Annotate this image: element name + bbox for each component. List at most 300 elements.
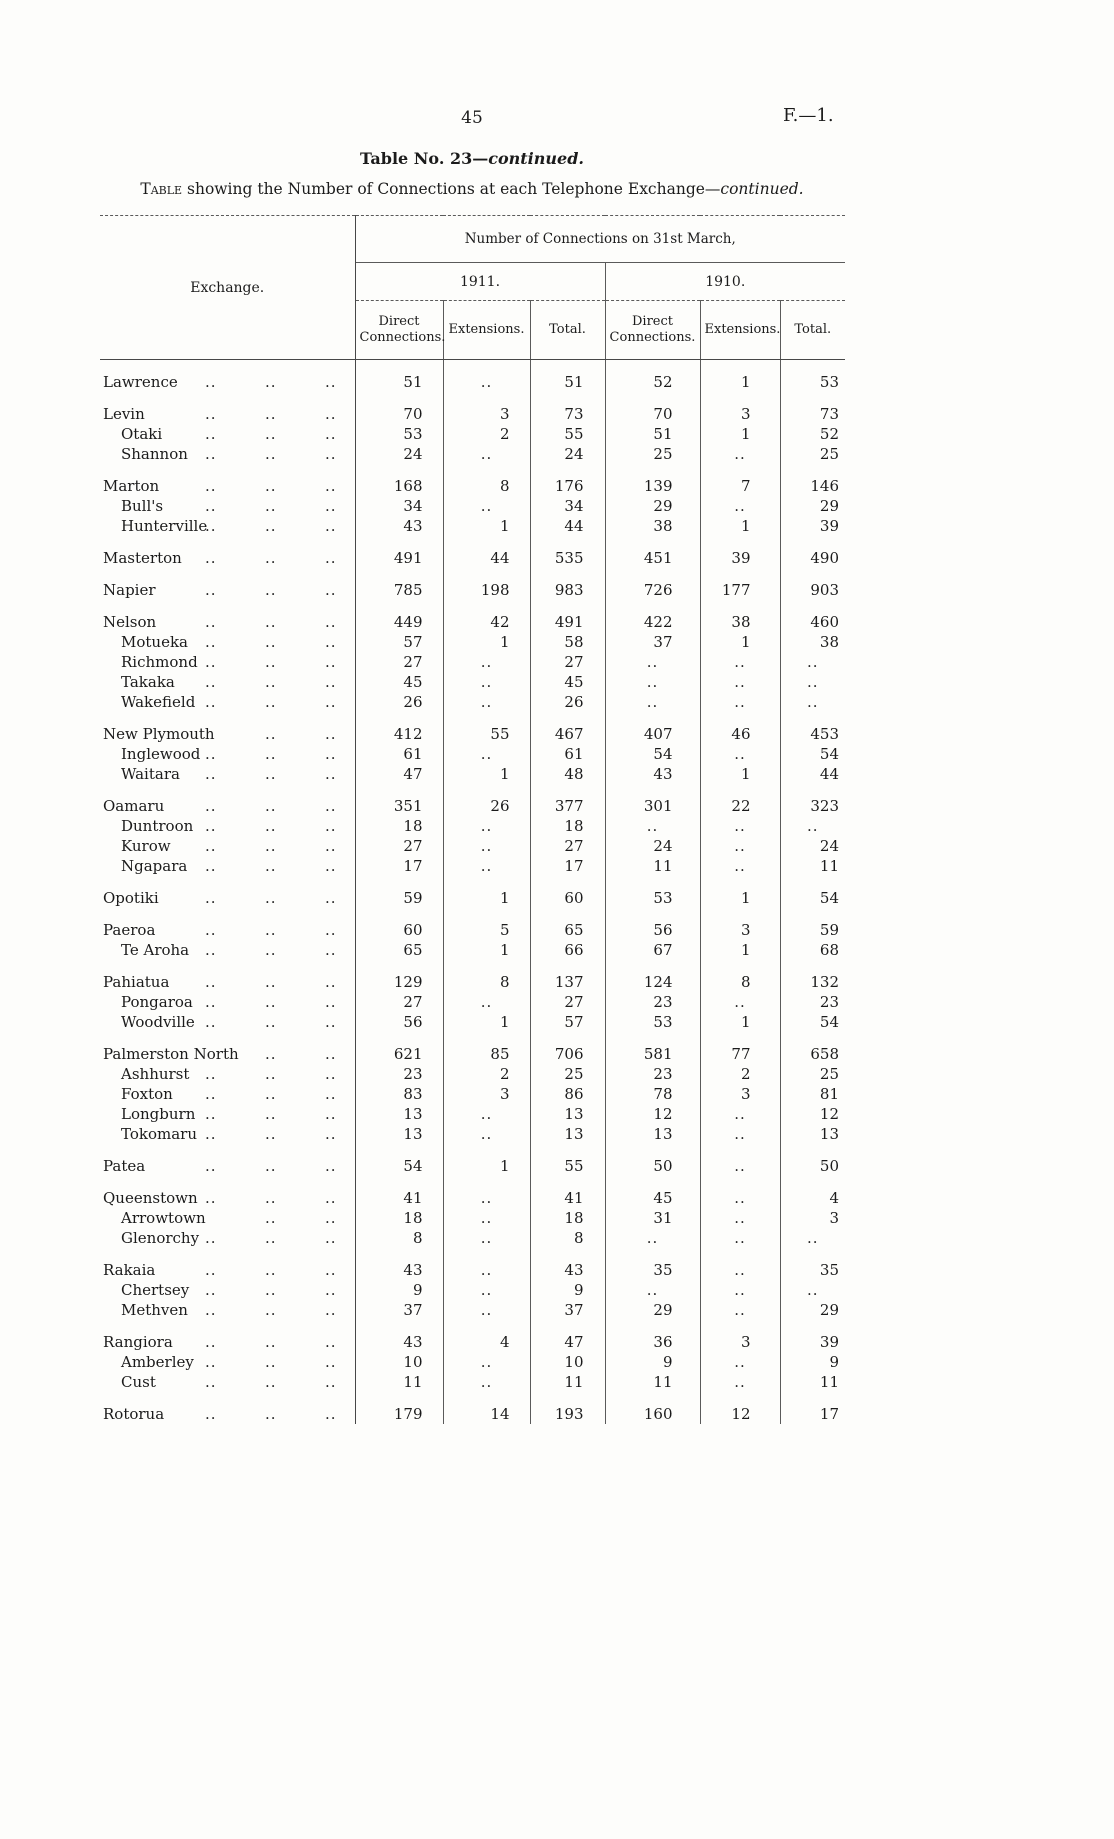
spacer-cell bbox=[605, 908, 700, 920]
value-cell-empty: .. bbox=[443, 672, 530, 692]
exchange-name-cell bbox=[100, 1064, 355, 1084]
column-header-total-1910: Total. bbox=[780, 301, 845, 360]
leader-dots: .. bbox=[205, 445, 217, 463]
exchange-name: Rangiora bbox=[103, 1333, 173, 1351]
leader-dots: .. bbox=[205, 889, 217, 907]
spacer-cell bbox=[100, 600, 355, 612]
subtitle-continued: continued. bbox=[720, 180, 804, 198]
leader-dots: .. bbox=[325, 797, 337, 815]
spacer-cell bbox=[100, 568, 355, 580]
spacer-cell bbox=[530, 712, 605, 724]
value-cell: 53 bbox=[819, 373, 839, 391]
value-cell: 68 bbox=[819, 941, 839, 959]
value-cell: 1 bbox=[700, 372, 780, 392]
value-cell: 10 bbox=[530, 1352, 605, 1372]
value-cell: 13 bbox=[530, 1124, 605, 1144]
leader-dots: .. bbox=[325, 817, 337, 835]
leader-dots: .. bbox=[205, 653, 217, 671]
leader-dots: .. bbox=[265, 725, 277, 743]
spacer-cell bbox=[100, 876, 355, 888]
value-cell: 44 bbox=[530, 516, 605, 536]
value-cell: 41 bbox=[355, 1188, 443, 1208]
value-cell-empty: .. bbox=[700, 816, 780, 836]
spacer-cell bbox=[605, 600, 700, 612]
leader-dots: .. bbox=[325, 1333, 337, 1351]
exchange-name-cell bbox=[100, 1104, 355, 1124]
value-cell: 407 bbox=[605, 724, 700, 744]
leader-dots: .. bbox=[205, 613, 217, 631]
spacer-cell bbox=[605, 568, 700, 580]
value-cell: 13 bbox=[355, 1124, 443, 1144]
value-cell: 26 bbox=[355, 692, 443, 712]
exchange-name: Bull's bbox=[121, 497, 164, 515]
spacer-cell bbox=[700, 600, 780, 612]
leader-dots: .. bbox=[325, 497, 337, 515]
value-cell: 73 bbox=[819, 405, 839, 423]
value-cell: 5 bbox=[443, 920, 530, 940]
value-cell: 18 bbox=[530, 1208, 605, 1228]
value-cell: 177 bbox=[700, 580, 780, 600]
exchange-name-cell bbox=[100, 372, 355, 392]
value-cell-empty: .. bbox=[605, 692, 700, 712]
leader-dots: .. bbox=[205, 1229, 217, 1247]
value-cell: 9 bbox=[605, 1352, 700, 1372]
spacer-cell bbox=[355, 600, 443, 612]
spacer-cell bbox=[100, 536, 355, 548]
leader-dots: .. bbox=[205, 1105, 217, 1123]
value-cell: 1 bbox=[443, 516, 530, 536]
spacer-cell bbox=[700, 712, 780, 724]
value-cell: 53 bbox=[355, 424, 443, 444]
value-cell: 449 bbox=[355, 612, 443, 632]
leader-dots: .. bbox=[205, 1085, 217, 1103]
exchange-name-cell bbox=[100, 724, 355, 744]
exchange-name-cell bbox=[100, 496, 355, 516]
exchange-name: Foxton bbox=[121, 1085, 173, 1103]
value-cell: 67 bbox=[605, 940, 700, 960]
exchange-name: Shannon bbox=[121, 445, 188, 463]
value-cell-empty: .. bbox=[806, 653, 819, 671]
leader-dots: .. bbox=[265, 477, 277, 495]
exchange-name-cell bbox=[100, 1300, 355, 1320]
spacer-cell bbox=[443, 1176, 530, 1188]
leader-dots: .. bbox=[325, 941, 337, 959]
spacer-cell bbox=[605, 1320, 700, 1332]
value-cell: 41 bbox=[530, 1188, 605, 1208]
exchange-name: Opotiki bbox=[103, 889, 159, 907]
value-cell: 27 bbox=[355, 836, 443, 856]
value-cell: 13 bbox=[819, 1125, 839, 1143]
leader-dots: .. bbox=[205, 1125, 217, 1143]
value-cell: 45 bbox=[530, 672, 605, 692]
value-cell: 43 bbox=[530, 1260, 605, 1280]
value-cell: 3 bbox=[700, 920, 780, 940]
spacer-cell bbox=[443, 536, 530, 548]
group-spacer-row bbox=[100, 1032, 845, 1044]
exchange-name-cell bbox=[100, 424, 355, 444]
spacer-cell bbox=[530, 536, 605, 548]
value-cell-empty: .. bbox=[443, 1228, 530, 1248]
spacer-cell bbox=[100, 960, 355, 972]
leader-dots: .. bbox=[325, 1405, 337, 1423]
value-cell: 43 bbox=[605, 764, 700, 784]
spacer-cell bbox=[700, 876, 780, 888]
table-row bbox=[100, 1188, 845, 1208]
value-cell: 78 bbox=[605, 1084, 700, 1104]
group-spacer-row bbox=[100, 600, 845, 612]
spacer-cell bbox=[780, 876, 845, 888]
leader-dots: .. bbox=[325, 653, 337, 671]
table-row bbox=[100, 476, 845, 496]
spacer-cell bbox=[100, 712, 355, 724]
value-cell: 11 bbox=[355, 1372, 443, 1392]
spacer-cell bbox=[780, 960, 845, 972]
value-cell: 9 bbox=[355, 1280, 443, 1300]
spacer-cell bbox=[100, 784, 355, 796]
exchange-name-cell bbox=[100, 744, 355, 764]
value-cell: 351 bbox=[355, 796, 443, 816]
value-cell: 38 bbox=[700, 612, 780, 632]
exchange-name: Inglewood bbox=[121, 745, 201, 763]
value-cell: 27 bbox=[355, 992, 443, 1012]
table-row bbox=[100, 548, 845, 568]
value-cell-empty: .. bbox=[806, 693, 819, 711]
spacer-cell bbox=[780, 712, 845, 724]
spacer-cell bbox=[605, 536, 700, 548]
table-header bbox=[100, 216, 845, 360]
spacer-cell bbox=[355, 1248, 443, 1260]
leader-dots: .. bbox=[205, 581, 217, 599]
table-row bbox=[100, 992, 845, 1012]
leader-dots: .. bbox=[265, 921, 277, 939]
value-cell: 53 bbox=[605, 888, 700, 908]
spacer-cell bbox=[100, 464, 355, 476]
spacer-cell bbox=[700, 784, 780, 796]
value-cell-empty: .. bbox=[605, 816, 700, 836]
spacer-cell bbox=[443, 960, 530, 972]
table-row bbox=[100, 580, 845, 600]
spacer-cell bbox=[530, 1144, 605, 1156]
leader-dots: .. bbox=[325, 693, 337, 711]
value-cell-empty: .. bbox=[700, 744, 780, 764]
value-cell: 39 bbox=[819, 1333, 839, 1351]
spacer-cell bbox=[530, 1032, 605, 1044]
exchange-name-cell bbox=[100, 972, 355, 992]
value-cell: 60 bbox=[530, 888, 605, 908]
value-cell: 2 bbox=[443, 1064, 530, 1084]
leader-dots: .. bbox=[265, 1189, 277, 1207]
leader-dots: .. bbox=[265, 1045, 277, 1063]
value-cell: 45 bbox=[355, 672, 443, 692]
value-cell: 983 bbox=[530, 580, 605, 600]
value-cell: 490 bbox=[810, 549, 839, 567]
value-cell: 7 bbox=[700, 476, 780, 496]
spacer-cell bbox=[605, 1248, 700, 1260]
value-cell: 23 bbox=[819, 993, 839, 1011]
leader-dots: .. bbox=[205, 693, 217, 711]
spacer-cell bbox=[700, 1144, 780, 1156]
value-cell: 27 bbox=[530, 652, 605, 672]
value-cell: 137 bbox=[530, 972, 605, 992]
value-cell-empty: .. bbox=[443, 1260, 530, 1280]
leader-dots: .. bbox=[265, 1125, 277, 1143]
leader-dots: .. bbox=[205, 673, 217, 691]
leader-dots: .. bbox=[205, 1373, 217, 1391]
value-cell: 57 bbox=[530, 1012, 605, 1032]
table-row bbox=[100, 1352, 845, 1372]
spacer-cell bbox=[605, 1144, 700, 1156]
exchange-name-cell bbox=[100, 816, 355, 836]
table-row bbox=[100, 1228, 845, 1248]
spacer-cell bbox=[530, 360, 605, 373]
leader-dots: .. bbox=[325, 857, 337, 875]
value-cell: 412 bbox=[355, 724, 443, 744]
spacer-cell bbox=[355, 876, 443, 888]
value-cell: 4 bbox=[443, 1332, 530, 1352]
leader-dots: .. bbox=[205, 497, 217, 515]
leader-dots: .. bbox=[325, 1065, 337, 1083]
value-cell: 1 bbox=[700, 940, 780, 960]
leader-dots: .. bbox=[205, 1301, 217, 1319]
group-spacer-row bbox=[100, 1392, 845, 1404]
value-cell-empty: .. bbox=[700, 1124, 780, 1144]
table-row bbox=[100, 632, 845, 652]
value-cell-empty: .. bbox=[443, 1208, 530, 1228]
value-cell: 8 bbox=[355, 1228, 443, 1248]
spacer-cell bbox=[530, 600, 605, 612]
value-cell: 13 bbox=[605, 1124, 700, 1144]
exchange-name: Tokomaru bbox=[121, 1125, 197, 1143]
exchange-name-cell bbox=[100, 580, 355, 600]
group-spacer-row bbox=[100, 536, 845, 548]
exchange-name-cell bbox=[100, 888, 355, 908]
column-header-connections: Number of Connections on 31st March, bbox=[355, 216, 845, 263]
value-cell-empty: .. bbox=[443, 1104, 530, 1124]
table-row bbox=[100, 1372, 845, 1392]
value-cell: 22 bbox=[700, 796, 780, 816]
value-cell: 491 bbox=[355, 548, 443, 568]
leader-dots: .. bbox=[265, 941, 277, 959]
leader-dots: .. bbox=[265, 745, 277, 763]
value-cell: 1 bbox=[700, 424, 780, 444]
value-cell-empty: .. bbox=[443, 816, 530, 836]
leader-dots: .. bbox=[205, 765, 217, 783]
spacer-cell bbox=[605, 360, 700, 373]
value-cell: 3 bbox=[443, 1084, 530, 1104]
exchange-name: Ngapara bbox=[121, 857, 188, 875]
column-header-exchange: Exchange. bbox=[100, 216, 355, 360]
leader-dots: .. bbox=[265, 405, 277, 423]
leader-dots: .. bbox=[325, 1261, 337, 1279]
value-cell-empty: .. bbox=[443, 856, 530, 876]
value-cell: 52 bbox=[819, 425, 839, 443]
leader-dots: .. bbox=[265, 1105, 277, 1123]
value-cell-empty: .. bbox=[443, 992, 530, 1012]
exchange-name-cell bbox=[100, 612, 355, 632]
leader-dots: .. bbox=[265, 1065, 277, 1083]
value-cell: 56 bbox=[605, 920, 700, 940]
value-cell: 193 bbox=[530, 1404, 605, 1424]
spacer-cell bbox=[530, 1176, 605, 1188]
leader-dots: .. bbox=[265, 1353, 277, 1371]
table-row bbox=[100, 444, 845, 464]
value-cell-empty: .. bbox=[700, 672, 780, 692]
leader-dots: .. bbox=[205, 549, 217, 567]
spacer-cell bbox=[530, 876, 605, 888]
value-cell: 61 bbox=[355, 744, 443, 764]
value-cell: 11 bbox=[819, 857, 839, 875]
value-cell: 4 bbox=[829, 1189, 839, 1207]
value-cell: 621 bbox=[355, 1044, 443, 1064]
leader-dots: .. bbox=[205, 797, 217, 815]
value-cell: 168 bbox=[355, 476, 443, 496]
header-row-span bbox=[100, 216, 845, 263]
value-cell: 129 bbox=[355, 972, 443, 992]
value-cell: 13 bbox=[530, 1104, 605, 1124]
table-row bbox=[100, 856, 845, 876]
value-cell: 3 bbox=[700, 1084, 780, 1104]
value-cell: 903 bbox=[810, 581, 839, 599]
value-cell: 377 bbox=[530, 796, 605, 816]
value-cell: 27 bbox=[530, 836, 605, 856]
value-cell: 86 bbox=[530, 1084, 605, 1104]
leader-dots: .. bbox=[205, 745, 217, 763]
leader-dots: .. bbox=[205, 405, 217, 423]
value-cell-empty: .. bbox=[700, 856, 780, 876]
leader-dots: .. bbox=[205, 993, 217, 1011]
page-number: 45 bbox=[461, 108, 483, 128]
leader-dots: .. bbox=[325, 837, 337, 855]
exchange-name: Queenstown bbox=[103, 1189, 198, 1207]
value-cell: 81 bbox=[819, 1085, 839, 1103]
spacer-cell bbox=[443, 568, 530, 580]
group-spacer-row bbox=[100, 1248, 845, 1260]
value-cell-empty: .. bbox=[700, 1372, 780, 1392]
value-cell: 1 bbox=[443, 940, 530, 960]
value-cell: 785 bbox=[355, 580, 443, 600]
value-cell: 51 bbox=[605, 424, 700, 444]
value-cell: 535 bbox=[530, 548, 605, 568]
value-cell: 17 bbox=[819, 1405, 839, 1423]
spacer-cell bbox=[355, 1392, 443, 1404]
leader-dots: .. bbox=[265, 1157, 277, 1175]
spacer-cell bbox=[700, 1392, 780, 1404]
value-cell: 83 bbox=[355, 1084, 443, 1104]
value-cell: 11 bbox=[819, 1373, 839, 1391]
leader-dots: .. bbox=[205, 1065, 217, 1083]
table-row bbox=[100, 972, 845, 992]
spacer-cell bbox=[780, 1248, 845, 1260]
value-cell: 1 bbox=[700, 516, 780, 536]
spacer-cell bbox=[780, 908, 845, 920]
value-cell: 451 bbox=[605, 548, 700, 568]
table-row bbox=[100, 1156, 845, 1176]
group-spacer-row bbox=[100, 1176, 845, 1188]
spacer-cell bbox=[443, 1144, 530, 1156]
spacer-cell bbox=[700, 536, 780, 548]
value-cell: 52 bbox=[605, 372, 700, 392]
leader-dots: .. bbox=[205, 517, 217, 535]
leader-dots: .. bbox=[205, 941, 217, 959]
value-cell: 50 bbox=[819, 1157, 839, 1175]
leader-dots: .. bbox=[265, 373, 277, 391]
value-cell-empty: .. bbox=[700, 496, 780, 516]
spacer-cell bbox=[700, 392, 780, 404]
value-cell: 29 bbox=[605, 1300, 700, 1320]
value-cell: 54 bbox=[819, 745, 839, 763]
leader-dots: .. bbox=[265, 1261, 277, 1279]
column-header-extensions-1910: Extensions. bbox=[700, 301, 780, 360]
value-cell-empty: .. bbox=[443, 1300, 530, 1320]
leader-dots: .. bbox=[205, 817, 217, 835]
value-cell: 1 bbox=[700, 632, 780, 652]
value-cell: 25 bbox=[819, 1065, 839, 1083]
spacer-cell bbox=[443, 600, 530, 612]
value-cell-empty: .. bbox=[700, 444, 780, 464]
spacer-cell bbox=[780, 464, 845, 476]
value-cell: 176 bbox=[530, 476, 605, 496]
value-cell-empty: .. bbox=[605, 1280, 700, 1300]
value-cell: 47 bbox=[355, 764, 443, 784]
leader-dots: .. bbox=[265, 1013, 277, 1031]
value-cell-empty: .. bbox=[605, 672, 700, 692]
value-cell: 85 bbox=[443, 1044, 530, 1064]
value-cell: 51 bbox=[355, 372, 443, 392]
leader-dots: .. bbox=[325, 633, 337, 651]
value-cell: 160 bbox=[605, 1404, 700, 1424]
leader-dots: .. bbox=[325, 477, 337, 495]
value-cell-empty: .. bbox=[700, 652, 780, 672]
table-title-continued: continued. bbox=[488, 149, 584, 168]
table-body bbox=[100, 360, 845, 1425]
exchange-name: Cust bbox=[121, 1373, 156, 1391]
leader-dots: .. bbox=[325, 373, 337, 391]
spacer-cell bbox=[100, 360, 355, 373]
table-row bbox=[100, 764, 845, 784]
exchange-name-cell bbox=[100, 836, 355, 856]
value-cell-empty: .. bbox=[700, 1300, 780, 1320]
leader-dots: .. bbox=[265, 1373, 277, 1391]
exchange-name: Takaka bbox=[121, 673, 175, 691]
leader-dots: .. bbox=[205, 633, 217, 651]
value-cell: 66 bbox=[530, 940, 605, 960]
exchange-name-cell bbox=[100, 1372, 355, 1392]
leader-dots: .. bbox=[325, 1229, 337, 1247]
exchange-name-cell bbox=[100, 940, 355, 960]
value-cell-empty: .. bbox=[443, 372, 530, 392]
leader-dots: .. bbox=[325, 1301, 337, 1319]
exchange-name-cell bbox=[100, 632, 355, 652]
exchange-name: Paeroa bbox=[103, 921, 156, 939]
value-cell: 24 bbox=[605, 836, 700, 856]
group-spacer-row bbox=[100, 1320, 845, 1332]
leader-dots: .. bbox=[205, 1157, 217, 1175]
value-cell-empty: .. bbox=[700, 1280, 780, 1300]
exchange-name: Richmond bbox=[121, 653, 198, 671]
subtitle-text: showing the Number of Connections at each Telephone Exchange— bbox=[182, 180, 721, 198]
value-cell: 35 bbox=[819, 1261, 839, 1279]
spacer-cell bbox=[443, 876, 530, 888]
value-cell-empty: .. bbox=[443, 1352, 530, 1372]
spacer-cell bbox=[530, 464, 605, 476]
table-row bbox=[100, 1104, 845, 1124]
leader-dots: .. bbox=[325, 581, 337, 599]
exchange-name-cell bbox=[100, 672, 355, 692]
value-cell: 50 bbox=[605, 1156, 700, 1176]
spacer-cell bbox=[780, 568, 845, 580]
table-row bbox=[100, 1044, 845, 1064]
value-cell: 1 bbox=[700, 888, 780, 908]
